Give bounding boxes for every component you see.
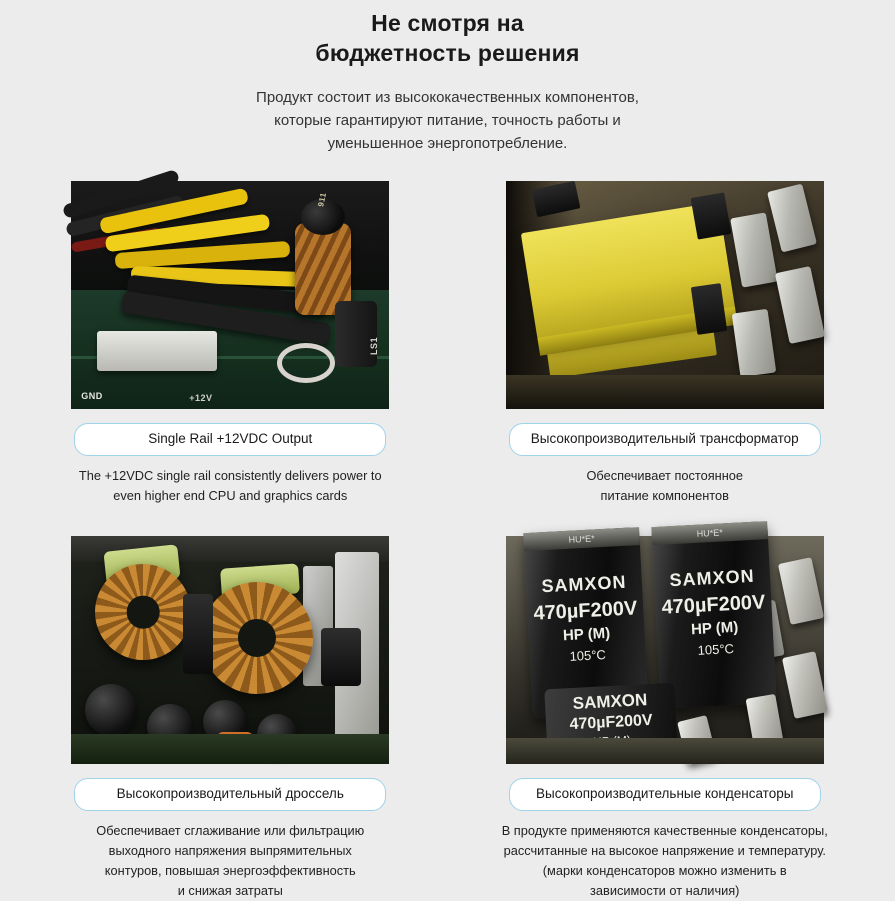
- photo-capacitors: [506, 527, 824, 764]
- cap-tiny-label: HU*E*: [568, 533, 595, 545]
- desc-line-4: и снижая затраты: [177, 883, 283, 898]
- feature-card-capacitors: [459, 527, 872, 901]
- cap-brand-label: SAMXON: [540, 571, 627, 597]
- caption-choke: Высокопроизводительный дроссель: [74, 778, 386, 811]
- photo-transformer: [506, 181, 824, 409]
- desc-line-1: В продукте применяются качественные конденсаторы,: [501, 823, 828, 838]
- cap-temp-label: 105°C: [697, 641, 735, 658]
- cap-brand-label: SAMXON: [571, 690, 648, 713]
- description-transformer: [500, 466, 830, 506]
- description-single-rail: [65, 466, 395, 506]
- cap-value-label: 470µF200V: [532, 597, 638, 625]
- subtitle-line-3: уменьшенное энергопотребление.: [327, 135, 568, 152]
- photo-label-ls1: LS1: [369, 336, 380, 356]
- photo-label-rail: +12V: [189, 393, 213, 403]
- page-subtitle: [24, 86, 871, 155]
- caption-single-rail: Single Rail +12VDC Output: [74, 423, 386, 456]
- desc-line-1: Обеспечивает постоянное: [586, 468, 744, 483]
- desc-line-3: (марки конденсаторов можно изменить в: [542, 863, 787, 878]
- headline-line-1: Не смотря на: [371, 10, 524, 36]
- desc-line-1: Обеспечивает сглаживание или фильтрацию: [96, 823, 365, 838]
- photo-single-rail-output: [71, 181, 389, 409]
- desc-line-2: выходного напряжения выпрямительных: [108, 843, 352, 858]
- desc-line-3: контуров, повышая энергоэффективность: [104, 863, 356, 878]
- feature-card-choke: [24, 536, 437, 901]
- caption-capacitors: Высокопроизводительные конденсаторы: [509, 778, 821, 811]
- cap-series-label: HP (M): [690, 618, 739, 639]
- desc-line-2: рассчитанные на высокое напряжение и температуру.: [503, 843, 826, 858]
- subtitle-line-2: которые гарантируют питание, точность работы и: [274, 112, 621, 129]
- cap-tiny-label: HU*E*: [696, 527, 723, 539]
- description-choke: [65, 821, 395, 901]
- cap-value-label: 470µF200V: [568, 711, 653, 734]
- cap-series-label: HP (M): [562, 624, 611, 645]
- page-title: [24, 0, 871, 68]
- cap-temp-label: 105°C: [568, 647, 606, 664]
- desc-line-2: питание компонентов: [600, 488, 729, 503]
- headline-line-2: бюджетность решения: [315, 40, 580, 66]
- feature-grid: [24, 181, 871, 901]
- desc-line-4: зависимости от наличия): [590, 883, 740, 898]
- feature-card-single-rail: [24, 181, 437, 506]
- feature-card-transformer: [459, 181, 872, 506]
- photo-choke: [71, 536, 389, 764]
- subtitle-line-1: Продукт состоит из высококачественных компонентов,: [256, 89, 639, 106]
- capacitor-body-right: [651, 521, 776, 709]
- caption-transformer: Высокопроизводительный трансформатор: [509, 423, 821, 456]
- cap-brand-label: SAMXON: [668, 565, 755, 591]
- desc-line-1: The +12VDC single rail consistently delivers power to: [78, 468, 382, 483]
- photo-label-chip: 911: [316, 191, 328, 208]
- desc-line-2: even higher end CPU and graphics cards: [113, 488, 348, 503]
- cap-value-label: 470µF200V: [660, 591, 766, 619]
- photo-label-gnd: GND: [81, 391, 103, 401]
- description-capacitors: [500, 821, 830, 901]
